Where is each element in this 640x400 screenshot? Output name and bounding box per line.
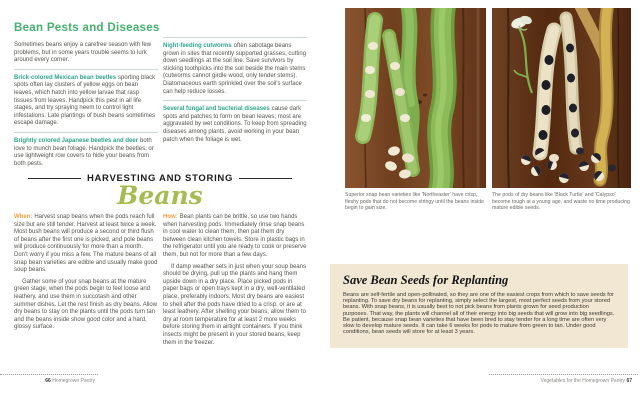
- section-title: Beans: [117, 181, 203, 210]
- right-page-footer: [489, 374, 638, 384]
- divider: [14, 69, 158, 70]
- snap-beans-caption: Superior snap bean varieties like 'Northeaster' have crisp, fleshy pods that do not become stringy until the beans inside begin to gain size.: [345, 192, 484, 212]
- when-column: [14, 214, 158, 336]
- pest-lead: Brick-colored Mexican bean beetles: [14, 74, 117, 81]
- left-footer-label: Homegrown Pantry: [52, 378, 95, 384]
- seed-saving-sidebar: [330, 264, 628, 348]
- heading-rule-right: [239, 178, 292, 179]
- how-paragraph: [163, 214, 307, 260]
- sidebar-body: Beans are self-fertile and open-pollinated, so they are one of the easiest crops from which to save seeds for replanting. To save dry beans for replanting, simply select the largest, most perfect seeds from your stored beans. With snap beans, it is usually best to not pick beans from plants grown for seed production purposes. That way, the plants will channel all of their energy into big seeds that will grow into big seedlings. Be patient, because snap bean varieties that have been bred to stay tender for a long time are often very slow to develop mature seeds. It can take 6 weeks for pods to mature from green to tan. Under good conditions, bean seeds will store for at least 3 years.: [343, 292, 615, 336]
- how-lead: How:: [163, 214, 178, 220]
- snap-beans-photo: [345, 8, 486, 188]
- how-column: [163, 214, 307, 351]
- intro-paragraph: Sometimes beans enjoy a carefree season with few problems, but in some years trouble seems to lurk around every corner.: [14, 42, 152, 64]
- dry-beans-illustration: [492, 8, 631, 188]
- pest-text: both love to munch bean foliage. Handpick the beetles, or use lightweight row covers to hide your beans from both pests.: [14, 137, 154, 167]
- pest-lead: Night-feeding cutworms: [163, 43, 232, 49]
- pest-paragraph: [163, 43, 307, 96]
- page-title: Bean Pests and Diseases: [14, 22, 160, 34]
- when-paragraph: [14, 214, 158, 275]
- left-page-number: 66: [45, 378, 51, 384]
- divider: [163, 37, 307, 38]
- left-page-footer: [0, 374, 98, 384]
- how-paragraph-2: If damp weather sets in just when your soup beans should be drying, pull up the plants and hang them upside down in a dry place. Place picked pods in paper bags or open trays kept in a dry, well-ventilated place, preferably indoors. Most dry beans are easiest to shell after the pods have dried to a crisp, or are at least leathery. After shelling your beans, allow them to dry at room temperature for at least 2 more weeks before storing them in airtight containers. If you think insects might be present in your stored beans, keep them in the freezer.: [163, 263, 307, 346]
- pest-paragraph: [163, 106, 307, 144]
- pest-text: cause dark spots and patches to form on bean leaves; most are aggravated by wet conditions. To keep from spreading diseases among plants, avoid working in your bean patch when the foliage is wet.: [163, 106, 307, 143]
- pest-lead: Several fungal and bacterial diseases: [163, 106, 270, 113]
- when-lead: When:: [14, 214, 33, 220]
- pest-paragraph: [14, 138, 158, 168]
- pest-text: often sabotage beans grown in sites that recently supported grasses, cutting down seedlings at the soil line. Save survivors by sticking toothpicks into the soil beside the main stems (cutworms cannot girdle wood, only tender stems). Diatomaceous earth sprinkled over the soil's surface can help reduce losses.: [163, 43, 307, 95]
- when-text: Harvest snap beans when the pods reach full size but are still tender. Harvest at least twice a week. Most bush beans will produce a second or third flush of beans after the first one is picked, and pole beans will produce continuously for more than a month. Don't worry if you miss a few. The mature beans of all snap bean varieties are edible and usually make good soup beans.: [14, 214, 158, 274]
- pest-paragraph: [14, 75, 158, 128]
- pests-column-1: [14, 42, 158, 172]
- pests-column-2: [163, 33, 307, 148]
- divider: [14, 132, 158, 133]
- when-paragraph-2: Gather some of your snap beans at the mature green stage, when the pods begin to feel loose and leathery, and use them in succotash and other summer dishes. Let the rest finish as dry beans. Allow dry beans to stay on the plants until the pods turn tan and the beans inside show good color and a hard, glossy surface.: [14, 278, 158, 331]
- section-kicker: HARVESTING AND STORING: [86, 173, 234, 184]
- pest-text: sporting black spots often lay clusters of yellow eggs on bean leaves, which hatch into yellow larvae that rasp tissues from leaves. Handpick this pest in all life stages, and try spraying neem to control light infestations. Late plantings of bush beans sometimes escape damage.: [14, 74, 156, 127]
- how-text: Bean plants can be brittle, so use two hands when harvesting pods. Immediately rinse snap beans in cool water to clean them, then pat them dry between clean kitchen towels. Store in plastic bags in the refrigerator until you are ready to cook or preserve them, but not for more than a few days.: [163, 214, 307, 258]
- pest-lead: Brightly colored Japanese beetles and deer: [14, 137, 139, 144]
- sidebar-title: Save Bean Seeds for Replanting: [343, 273, 509, 287]
- divider: [163, 100, 307, 101]
- snap-beans-illustration: [345, 8, 486, 188]
- dry-beans-photo: [492, 8, 631, 188]
- dry-beans-caption: The pods of dry beans like 'Black Turtle' and 'Calypso' become tough at a young age, and waste no time producing mature edible seeds.: [492, 192, 630, 212]
- right-page-number: 67: [626, 378, 632, 384]
- heading-rule-left: [28, 178, 81, 179]
- right-footer-label: Vegetables for the Homegrown Pantry: [540, 378, 626, 384]
